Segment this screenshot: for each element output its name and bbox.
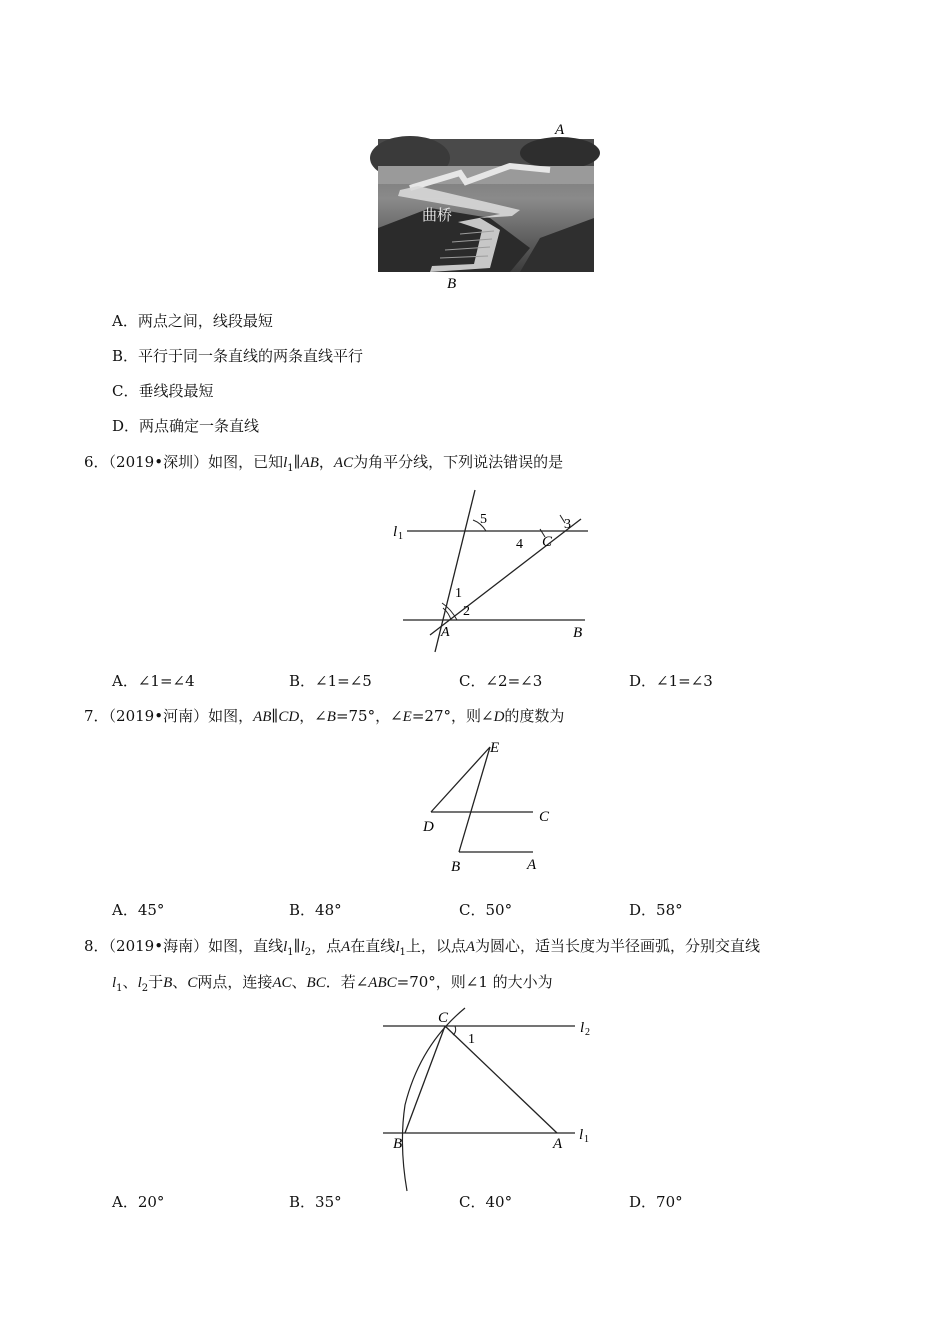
q8-line2-e: 、 — [291, 973, 307, 991]
q5-option-d: D．两点确定一条直线 — [112, 417, 260, 435]
q8-option-a: A．20° — [112, 1193, 165, 1211]
q8-option-d: D．70° — [629, 1193, 683, 1211]
q7-ab: AB — [253, 709, 272, 725]
q7-e: E — [402, 709, 412, 725]
q8-stem-line2 — [112, 972, 553, 999]
q6-option-c: C．∠2=∠3 — [459, 672, 543, 690]
q7-b: B — [326, 709, 336, 725]
fig6-l1: l — [393, 524, 398, 540]
fig8-l2-sub: 2 — [585, 1027, 590, 1038]
q7-option-b: B．48° — [289, 901, 342, 919]
q8-line1-e: 为圆心，适当长度为半径画弧，分别交直线 — [475, 937, 761, 955]
fig7-d: D — [423, 819, 434, 835]
q5-option-a: A．两点之间，线段最短 — [112, 312, 273, 330]
q5-option-b: B．平行于同一条直线的两条直线平行 — [112, 347, 364, 365]
q6-option-b: B．∠1=∠5 — [289, 672, 372, 690]
fig6-l1-sub: 1 — [398, 531, 403, 542]
fig8-l1-sub: 1 — [584, 1134, 589, 1145]
q6-option-d: D．∠1=∠3 — [629, 672, 713, 690]
q8-option-b: B．35° — [289, 1193, 342, 1211]
q8-line2-f: ．若∠ — [325, 973, 369, 991]
fig6-a: A — [441, 625, 450, 640]
q8-line2-c: 、 — [172, 973, 188, 991]
q7-parallel: ∥ — [271, 707, 279, 725]
q8-l2-sub: 2 — [304, 947, 312, 958]
q6-comma: ， — [318, 453, 334, 471]
q8-line2-l2-sub: 2 — [141, 983, 149, 994]
q6-ac: AC — [333, 455, 354, 471]
q8-l1: l — [283, 939, 288, 955]
q6-ab: AB — [300, 455, 319, 471]
q8-figure — [375, 1005, 605, 1195]
fig6-n4: 4 — [516, 537, 523, 552]
q8-line2-a: 、 — [122, 973, 138, 991]
fig8-l1: l — [579, 1127, 584, 1143]
fig6-n3: 3 — [564, 517, 571, 532]
q8-l1-sub: 1 — [287, 947, 294, 958]
fig6-b: B — [573, 625, 583, 641]
q6-source: （2019•深圳）如图，已知 — [108, 453, 284, 471]
fig6-n2: 2 — [463, 604, 470, 619]
q8-l2: l — [300, 939, 305, 955]
q8-number: 8． — [84, 937, 109, 955]
q8-stem-line1 — [84, 936, 760, 963]
q8-line1-b: ，点 — [311, 937, 342, 955]
fig7-e: E — [490, 740, 500, 756]
fig8-l2: l — [580, 1020, 585, 1036]
q8-bc: BC — [306, 975, 326, 991]
q8-line1-a: （2019•海南）如图，直线 — [108, 937, 284, 955]
q8-option-c: C．40° — [459, 1193, 513, 1211]
q8-line2-l1: l — [112, 975, 117, 991]
q8-parallel: ∥ — [293, 937, 301, 955]
q7-option-d: D．58° — [629, 901, 683, 919]
q8-c: C — [187, 975, 198, 991]
q8-a-again: A — [465, 939, 476, 955]
q5-option-c: C．垂线段最短 — [112, 382, 214, 400]
q7-cd: CD — [278, 709, 300, 725]
q8-line1-c: 在直线 — [350, 937, 396, 955]
fig7-c: C — [539, 809, 550, 825]
q6-stem — [84, 452, 563, 479]
photo-caption: 曲桥 — [422, 206, 453, 224]
q8-a: A — [341, 939, 351, 955]
q7-stem — [84, 706, 564, 727]
q8-line2-b: 于 — [148, 973, 164, 991]
fig8-a: A — [553, 1136, 563, 1152]
q8-line2-l1-sub: 1 — [116, 983, 123, 994]
q8-b: B — [163, 975, 173, 991]
q8-ac: AC — [272, 975, 292, 991]
q7-d: D — [493, 709, 505, 725]
label-a: A — [555, 122, 565, 138]
q7-text-5: 的度数为 — [504, 707, 565, 725]
q8-l1-sub-again: 1 — [399, 947, 406, 958]
fig6-n5: 5 — [480, 512, 487, 527]
q7-text-4: =27°，则∠ — [411, 707, 494, 725]
fig7-a: A — [527, 857, 537, 873]
q6-number: 6． — [84, 453, 109, 471]
q6-option-a: A．∠1=∠4 — [112, 672, 195, 690]
fig6-n1: 1 — [455, 586, 462, 601]
fig6-c: C — [542, 534, 553, 550]
fig7-b: B — [451, 859, 461, 875]
q8-line2-d: 两点，连接 — [197, 973, 273, 991]
label-b: B — [447, 276, 457, 292]
q6-parallel: ∥ — [293, 453, 301, 471]
q7-figure — [415, 735, 560, 880]
q8-line2-g: =70°，则∠1 的大小为 — [396, 973, 553, 991]
q8-abc: ABC — [368, 975, 397, 991]
q7-text-3: =75°，∠ — [335, 707, 403, 725]
fig8-n1: 1 — [468, 1032, 475, 1047]
q7-number: 7． — [84, 707, 109, 725]
bridge-photo-figure — [370, 118, 610, 293]
q7-text-2: ，∠ — [299, 707, 327, 725]
q7-option-c: C．50° — [459, 901, 513, 919]
q8-line1-d: 上，以点 — [405, 937, 466, 955]
q8-line2-l2: l — [137, 975, 142, 991]
q6-rest: 为角平分线，下列说法错误的是 — [353, 453, 564, 471]
q8-l1-again: l — [395, 939, 400, 955]
bridge-photo — [370, 136, 600, 272]
q6-figure — [385, 485, 600, 655]
fig8-c: C — [438, 1010, 449, 1026]
q6-l1: l — [283, 455, 288, 471]
q7-option-a: A．45° — [112, 901, 165, 919]
q6-l1-sub: 1 — [287, 463, 294, 474]
q7-text-1: （2019•河南）如图， — [108, 707, 254, 725]
fig8-b: B — [393, 1136, 403, 1152]
